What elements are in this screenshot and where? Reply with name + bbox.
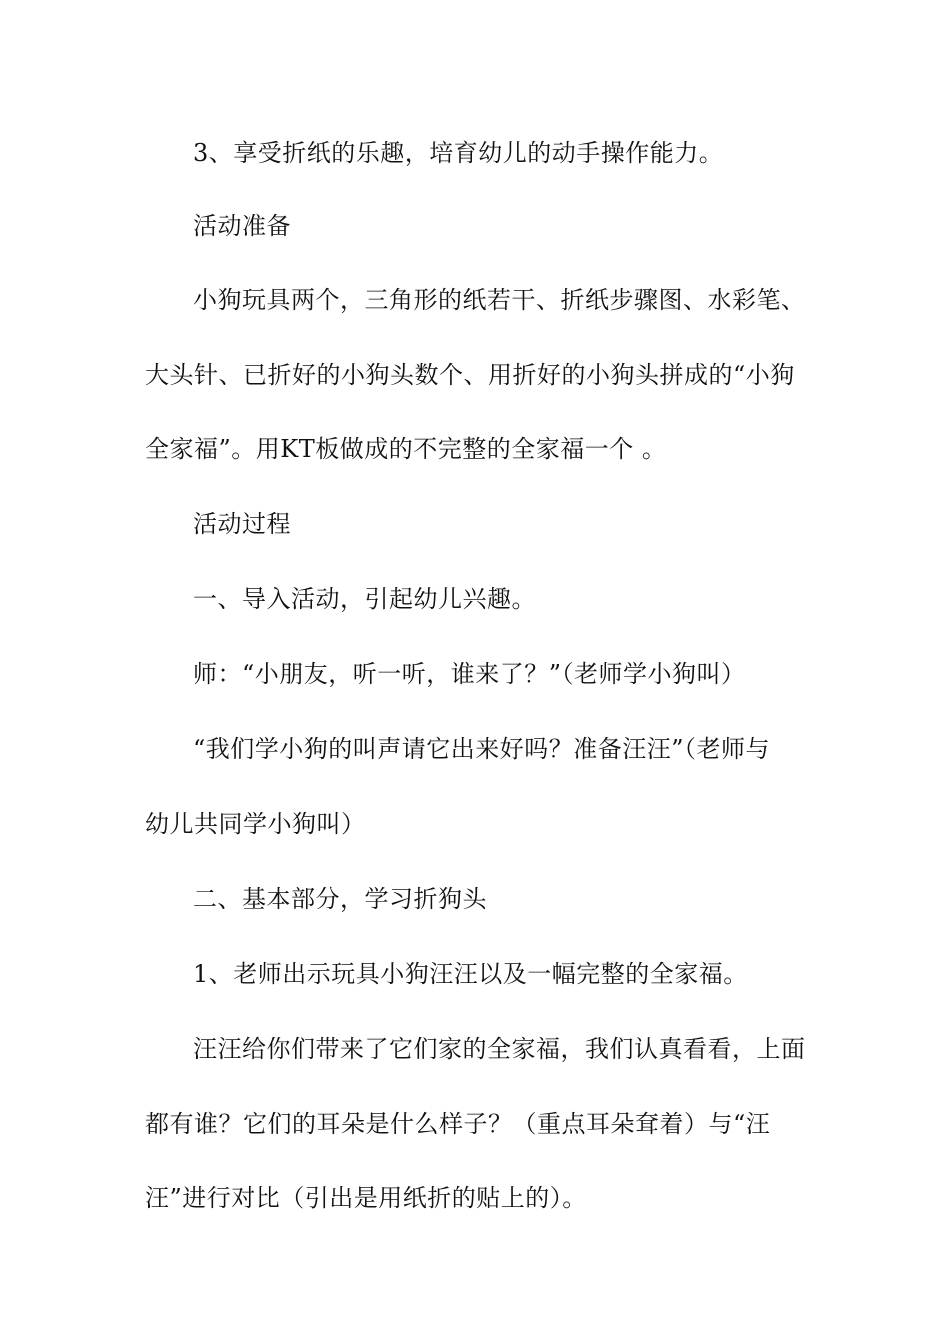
heading-activity-process: 活动过程	[193, 510, 291, 538]
description-line-2: 都有谁？它们的耳朵是什么样子？（重点耳朵耷着）与“汪	[145, 1110, 771, 1138]
section-two-heading: 二、基本部分，学习折狗头	[193, 885, 487, 913]
preparation-text-line-2: 大头针、已折好的小狗头数个、用折好的小狗头拼成的“小狗	[145, 361, 795, 389]
description-line-3: 汪”进行对比（引出是用纸折的贴上的）。	[145, 1184, 587, 1212]
description-line-1: 汪汪给你们带来了它们家的全家福，我们认真看看，上面	[193, 1035, 806, 1063]
preparation-text-line-1: 小狗玩具两个，三角形的纸若干、折纸步骤图、水彩笔、	[193, 286, 806, 314]
dialogue-text-line-2: 幼儿共同学小狗叫）	[145, 810, 366, 838]
heading-activity-preparation: 活动准备	[193, 212, 291, 240]
teacher-dialogue-line: 师：“小朋友，听一听，谁来了？”（老师学小狗叫）	[193, 660, 746, 688]
section-one-heading: 一、导入活动，引起幼儿兴趣。	[193, 585, 536, 613]
dialogue-text-line-1: “我们学小狗的叫声请它出来好吗？准备汪汪”（老师与	[193, 735, 771, 763]
preparation-text-line-3: 全家福”。用KT板做成的不完整的全家福一个 。	[145, 435, 667, 463]
item-1-show-toy: 1、老师出示玩具小狗汪汪以及一幅完整的全家福。	[193, 960, 748, 988]
item-3-goal: 3、享受折纸的乐趣，培育幼儿的动手操作能力。	[193, 139, 724, 167]
